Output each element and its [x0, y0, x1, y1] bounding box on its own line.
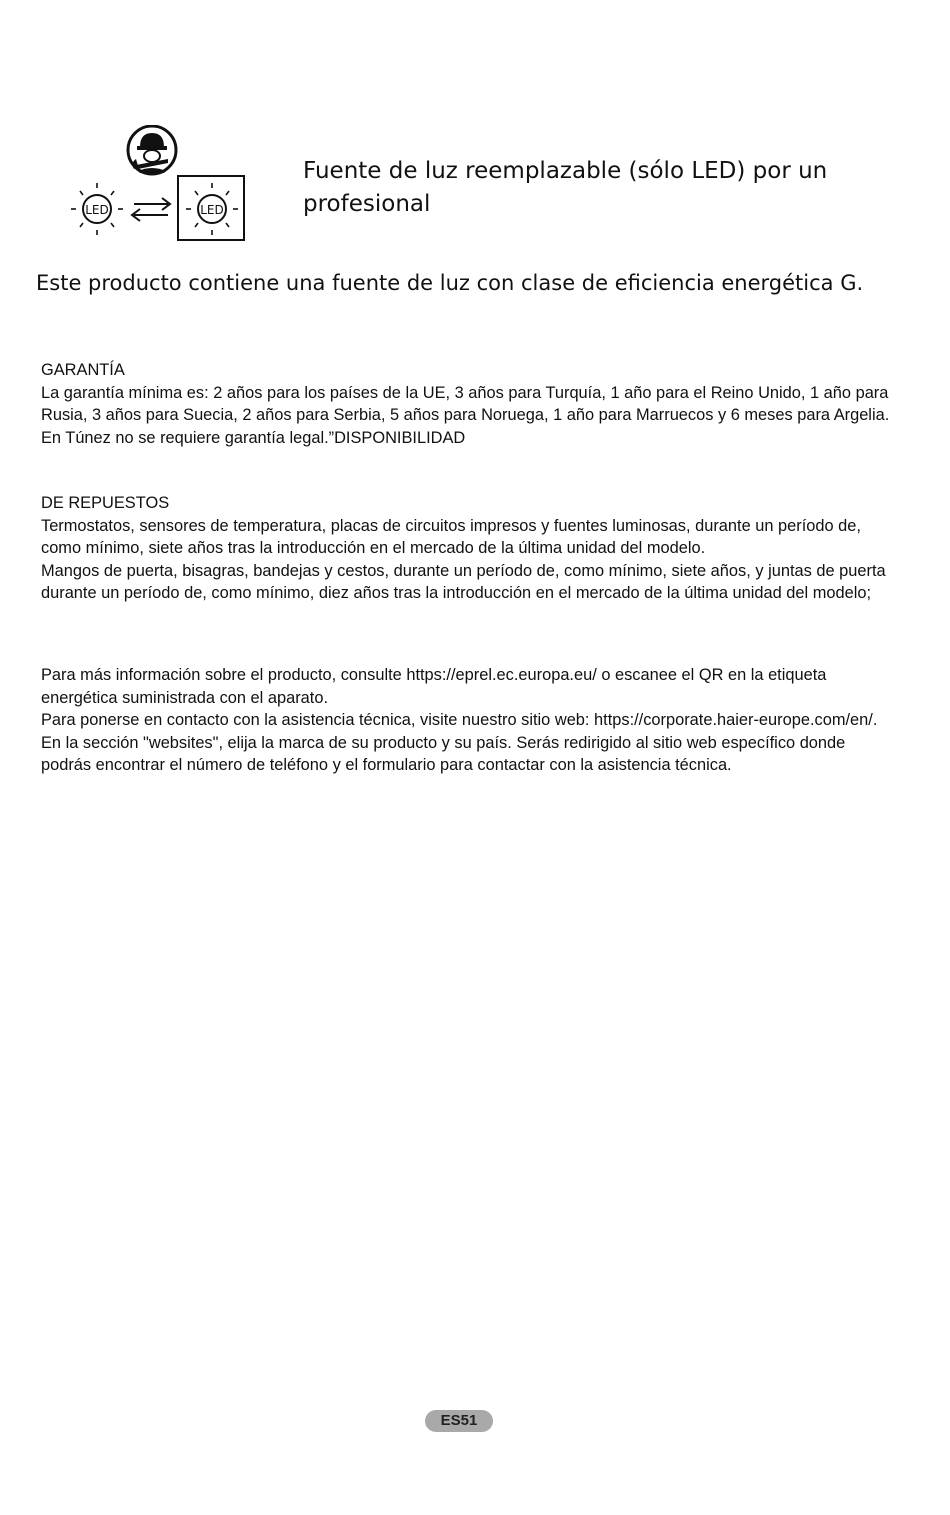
energy-class-statement: Este producto contiene una fuente de luz con clase de eficiencia energética G.: [36, 271, 864, 295]
led-right-icon: [178, 176, 244, 240]
info-paragraph-1: Para más información sobre el producto, consulte https://eprel.ec.europa.eu/ o escanee el QR en la etiqueta energética suministrada con el aparato.: [41, 666, 827, 707]
led-left-icon: [71, 183, 123, 235]
page-number-badge: ES51: [425, 1410, 493, 1432]
spare-parts-paragraph-1: Termostatos, sensores de temperatura, placas de circuitos impresos y fuentes luminosas, durante un período de, como mínimo, siete años tras la introducción en el mercado de la última unidad del modelo.: [41, 516, 861, 558]
info-paragraph-2: Para ponerse en contacto con la asistencia técnica, visite nuestro sitio web: https://corporate.haier-europe.com/en/. En la sección "websites", elija la marca de su producto y su país. Serás redirigido al sitio web específico donde podrás encontrar el número de teléfono y el formulario para contactar con la asistencia técnica.: [41, 711, 878, 775]
spare-parts-heading: DE REPUESTOS: [41, 494, 170, 512]
svg-text:LED: LED: [200, 203, 224, 217]
led-replaceable-by-professional-icon: [60, 125, 255, 245]
spare-parts-paragraph-2: Mangos de puerta, bisagras, bandejas y cestos, durante un período de, como mínimo, siete años, y juntas de puerta durante un período de, como mínimo, diez años tras la introducción en el mercado de la última unidad del modelo;: [41, 561, 886, 603]
info-section: [41, 664, 891, 777]
warranty-section: [41, 359, 891, 449]
swap-arrows-icon: [132, 198, 170, 221]
technician-icon: [128, 126, 176, 174]
replaceable-light-source-title: Fuente de luz reemplazable (sólo LED) por un profesional: [303, 158, 828, 217]
svg-text:LED: LED: [85, 203, 109, 217]
warranty-heading: GARANTÍA: [41, 361, 125, 379]
warranty-body: La garantía mínima es: 2 años para los países de la UE, 3 años para Turquía, 1 año para el Reino Unido, 1 año para Rusia, 3 años para Suecia, 2 años para Serbia, 5 años para Noruega, 1 año para Marruecos y 6 meses para Argelia. En Túnez no se requiere garantía legal.”DISPONIBILIDAD: [41, 383, 890, 447]
spare-parts-section: [41, 492, 891, 605]
led-swap-icon: [60, 125, 255, 245]
